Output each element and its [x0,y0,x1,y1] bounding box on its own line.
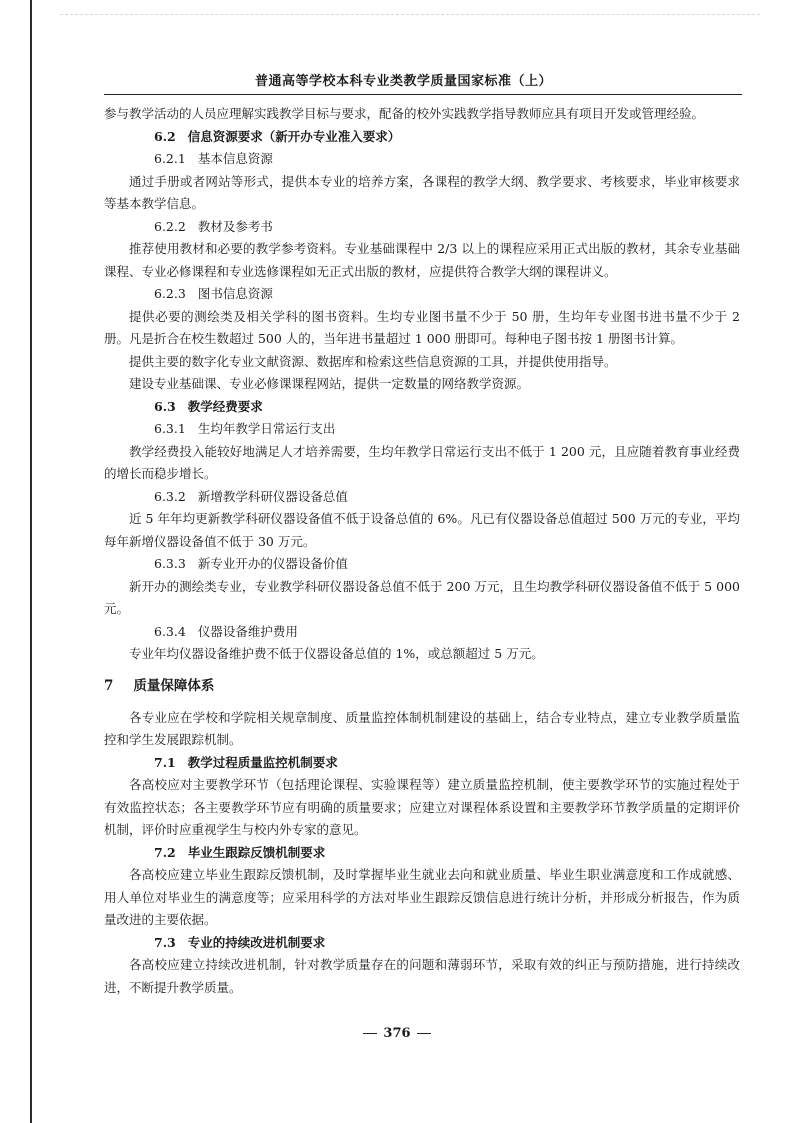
intro-paragraph: 参与教学活动的人员应理解实践教学目标与要求，配备的校外实践教学指导教师应具有项目开发或管理经验。 [104,106,705,121]
paragraph: 提供主要的数字化专业文献资源、数据库和检索这些信息资源的工具，并提供使用指导。 [129,353,617,369]
subsection-title: 基本信息资源 [197,151,273,166]
subsection-title: 新增教学科研仪器设备总值 [197,488,348,504]
binding-edge-line [30,0,32,1123]
subsection-number: 6.3.1 [154,421,186,436]
page-content [104,103,740,999]
section-title: 教学经费要求 [187,398,263,414]
page-number-dash [363,1033,377,1034]
section-number: 7.3 [154,934,176,950]
section-title: 教学过程质量监控机制要求 [187,754,338,770]
section-7-2-heading [104,842,740,865]
subsection-title: 教材及参考书 [197,218,273,234]
paragraph: 各专业应在学校和学院相关规章制度、质量监控体制机制建设的基础上，结合专业特点，建立专业教学质量监控和学生发展跟踪机制。 [104,709,740,747]
page-number-dash [417,1033,431,1034]
section-title: 质量保障体系 [133,677,215,694]
section-7-heading [104,673,740,699]
paragraph: 通过手册或者网站等形式，提供本专业的培养方案，各课程的教学大纲、教学要求、考核要求，毕业审核要求等基本教学信息。 [104,173,740,211]
section-number: 7.1 [154,754,176,770]
subsection-6-2-2-heading [104,216,740,239]
subsection-6-3-1-heading [104,418,740,441]
subsection-number: 6.3.3 [154,556,186,571]
subsection-6-3-2-heading [104,486,740,509]
subsection-title: 生均年教学日常运行支出 [197,421,336,436]
subsection-number: 6.3.4 [154,623,186,639]
scan-artifact [60,14,760,21]
paragraph: 近 5 年年均更新教学科研仪器设备值不低于设备总值的 6%。凡已有仪器设备总值超过 500 万元的专业，平均每年新增仪器设备值不低于 30 万元。 [104,511,740,549]
paragraph: 提供必要的测绘类及相关学科的图书资料。生均专业图书量不少于 50 册，生均年专业图书进书量不少于 2 册。凡是折合在校生数超过 500 人的，当年进书量超过 1 000 册即可。每种电子图书按 1 册图书计算。 [104,308,740,346]
paragraph: 教学经费投入能较好地满足人才培养需要，生均年教学日常运行支出不低于 1 200 元，且应随着教育事业经费的增长而稳步增长。 [104,443,740,481]
subsection-title: 图书信息资源 [197,286,273,301]
subsection-6-2-1-heading [104,148,740,171]
subsection-6-3-4-heading [104,621,740,644]
paragraph: 新开办的测绘类专业，专业教学科研仪器设备总值不低于 200 万元，且生均教学科研仪器设备值不低于 5 000 元。 [104,578,740,616]
subsection-6-2-3-heading [104,283,740,306]
section-6-2-heading [104,126,740,149]
running-head: 普通高等学校本科专业类教学质量国家标准（上） [255,74,553,89]
paragraph: 各高校应建立毕业生跟踪反馈机制，及时掌握毕业生就业去向和就业质量、毕业生职业满意度和工作成就感、用人单位对毕业生的满意度等；应采用科学的方法对毕业生跟踪反馈信息进行统计分析，并形成分析报告，作为质量改进的主要依据。 [104,867,740,927]
section-number: 6.3 [154,398,176,414]
subsection-6-3-3-heading [104,553,740,576]
subsection-number: 6.2.1 [154,151,186,166]
section-title: 专业的持续改进机制要求 [187,934,326,950]
section-number: 7.2 [154,844,176,860]
subsection-title: 仪器设备维护费用 [197,623,298,639]
section-number: 7 [104,677,114,694]
page-number-value: 376 [383,1026,411,1041]
section-title: 信息资源要求（新开办专业准入要求） [187,128,401,144]
paragraph: 推荐使用教材和必要的教学参考资料。专业基础课程中 2/3 以上的课程应采用正式出版的教材，其余专业基础课程、专业必修课程和专业选修课程如无正式出版的教材，应提供符合教学大纲的课程讲义。 [104,241,740,279]
paragraph: 专业年均仪器设备维护费不低于仪器设备总值的 1%，或总额超过 5 万元。 [129,646,544,661]
section-7-1-heading [104,752,740,775]
header-rule [104,94,742,95]
subsection-title: 新专业开办的仪器设备价值 [197,556,348,571]
paragraph: 各高校应对主要教学环节（包括理论课程、实验课程等）建立质量监控机制，使主要教学环节的实施过程处于有效监控状态；各主要教学环节应有明确的质量要求；应建立对课程体系设置和主要教学环节教学质量的定期评价机制，评价时应重视学生与校内外专家的意见。 [104,777,740,837]
paragraph: 建设专业基础课、专业必修课课程网站，提供一定数量的网络教学资源。 [129,376,530,391]
section-title: 毕业生跟踪反馈机制要求 [187,844,326,860]
section-7-3-heading [104,932,740,955]
paragraph: 各高校应建立持续改进机制，针对教学质量存在的问题和薄弱环节，采取有效的纠正与预防措施，进行持续改进，不断提升教学质量。 [104,957,740,995]
page-number [0,1026,794,1041]
subsection-number: 6.3.2 [154,488,186,504]
subsection-number: 6.2.2 [154,218,186,234]
section-number: 6.2 [154,128,176,144]
section-6-3-heading [104,396,740,419]
subsection-number: 6.2.3 [154,286,186,301]
